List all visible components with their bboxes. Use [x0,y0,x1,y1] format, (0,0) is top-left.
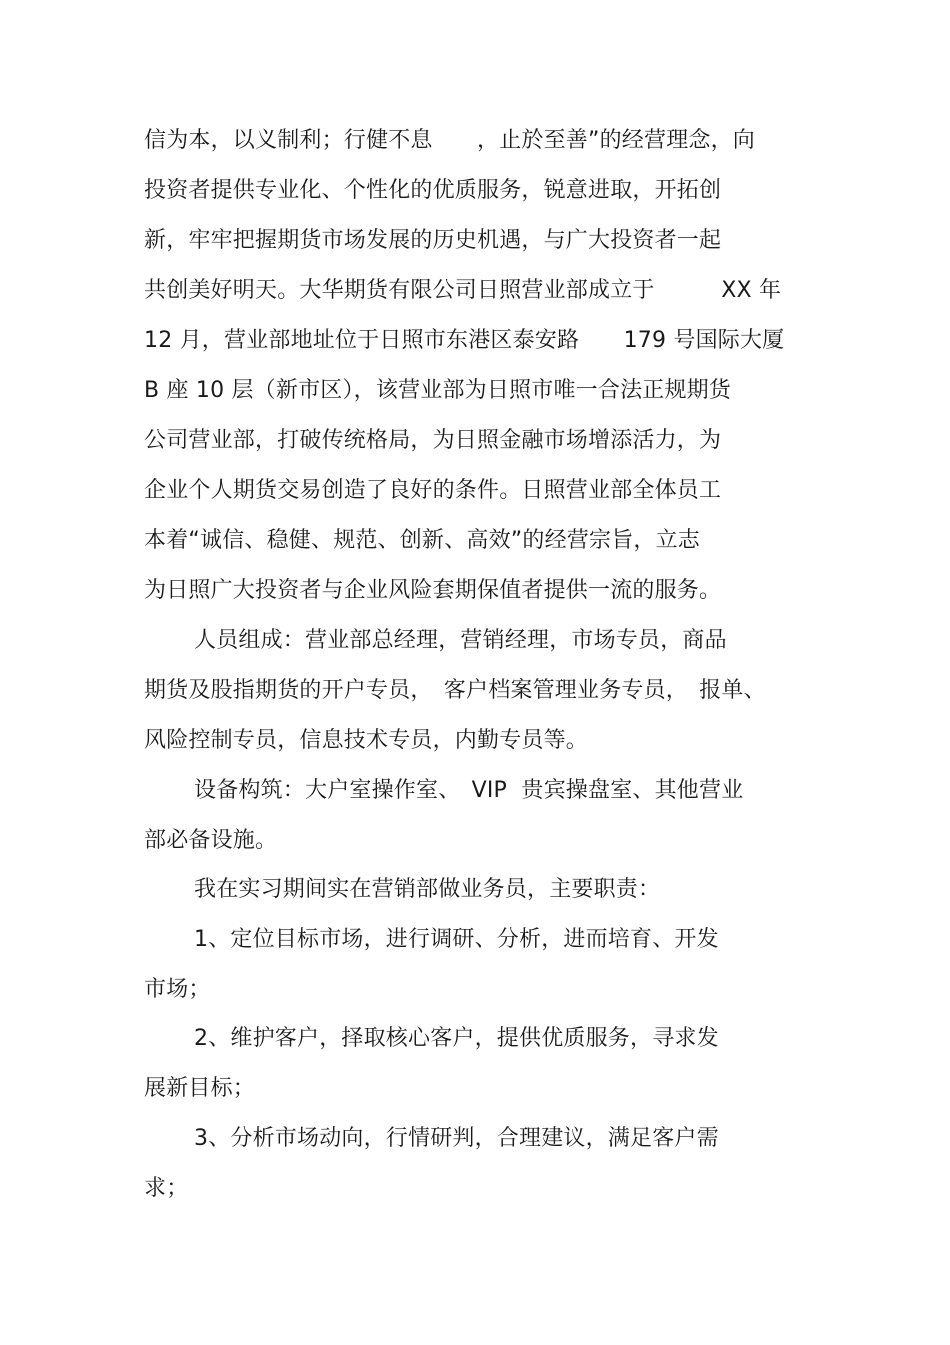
text-line-12: 期货及股指期货的开户专员， 客户档案管理业务专员， 报单、 [144,678,766,703]
text-line-4: 共创美好明天。大华期货有限公司日照营业部成立于 XX 年 [144,278,782,303]
text-line-9: 本着“诚信、稳健、规范、创新、高效”的经营宗旨，立志 [144,528,700,553]
text-line-20: 展新目标； [144,1076,256,1101]
text-line-21: 3、分析市场动向，行情研判，合理建议，满足客户需 [194,1126,719,1151]
text-line-17: 1、定位目标市场，进行调研、分析，进而培育、开发 [194,927,719,952]
text-line-13: 风险控制专员，信息技术专员，内勤专员等。 [144,728,589,753]
text-line-15: 部必备设施。 [144,828,278,853]
text-line-10: 为日照广大投资者与企业风险套期保值者提供一流的服务。 [144,578,722,603]
text-line-8: 企业个人期货交易创造了良好的条件。日照营业部全体员工 [144,478,722,503]
text-line-5: 12 月，营业部地址位于日照市东港区泰安路 179 号国际大厦 [144,328,785,353]
text-line-16: 我在实习期间实在营销部做业务员，主要职责： [194,877,661,902]
text-line-19: 2、维护客户，择取核心客户，提供优质服务，寻求发 [194,1026,719,1051]
text-line-22: 求； [144,1176,189,1201]
text-line-2: 投资者提供专业化、个性化的优质服务，锐意进取，开拓创 [144,178,722,203]
text-line-14: 设备构筑：大户室操作室、 VIP 贵宾操盘室、其他营业 [194,778,744,803]
text-line-18: 市场； [144,977,211,1002]
text-line-3: 新，牢牢把握期货市场发展的历史机遇，与广大投资者一起 [144,228,722,253]
text-line-11: 人员组成：营业部总经理，营销经理，市场专员，商品 [194,628,727,653]
text-line-1: 信为本，以义制利；行健不息 ，止於至善”的经营理念，向 [144,128,755,153]
text-line-6: B 座 10 层（新市区），该营业部为日照市唯一合法正规期货 [144,378,732,403]
text-line-7: 公司营业部，打破传统格局，为日照金融市场增添活力，为 [144,428,722,453]
